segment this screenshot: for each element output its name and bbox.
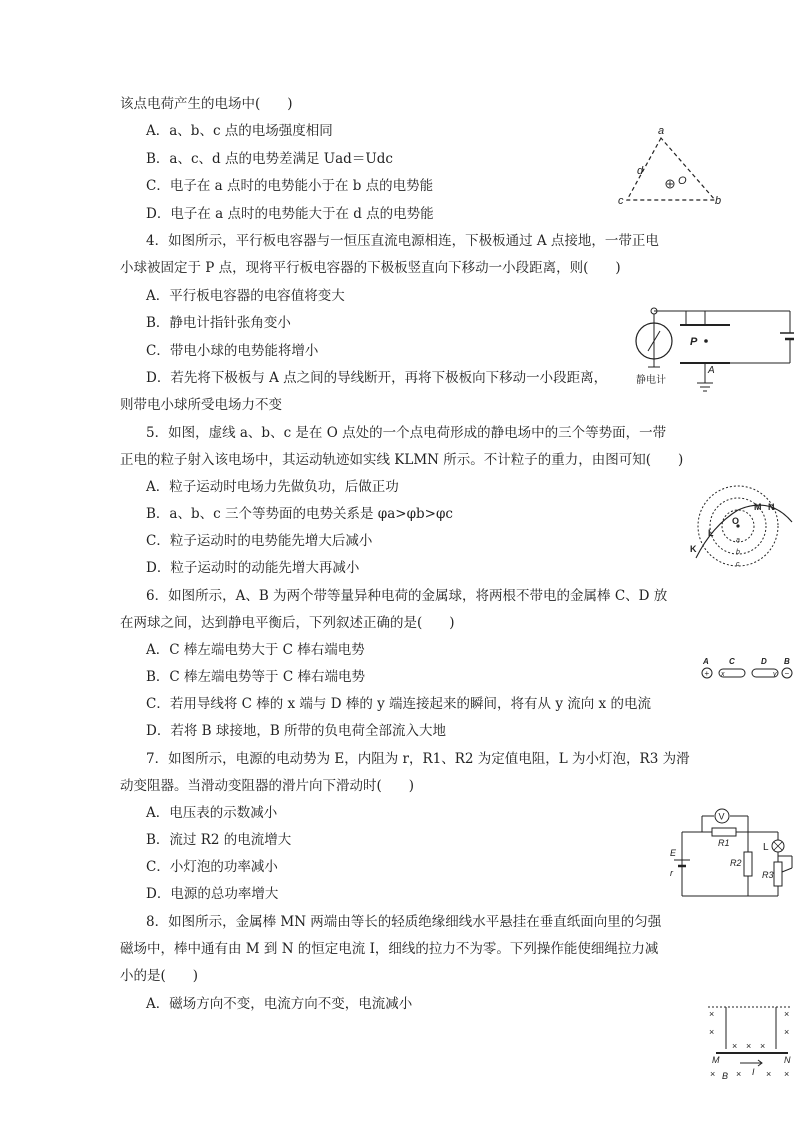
q4-option-d-cont: 则带电小球所受电场力不变 <box>120 397 282 413</box>
q8-option-a: A．磁场方向不变，电流方向不变，电流减小 <box>146 996 413 1012</box>
q6-stem-line1: 6．如图所示，A、B 为两个带等量异种电荷的金属球，将两根不带电的金属棒 C、D 放 <box>146 588 668 604</box>
label-b: B <box>722 1071 729 1081</box>
q5-option-c: C．粒子运动时的电势能先增大后减小 <box>146 533 373 549</box>
svg-text:×: × <box>760 1041 766 1051</box>
sign-minus: − <box>784 669 790 678</box>
q6-stem-line2: 在两球之间，达到静电平衡后，下列叙述正确的是( ) <box>120 615 455 631</box>
label-a: a <box>736 537 740 544</box>
q4-stem-line1: 4．如图所示，平行板电容器与一恒压直流电源相连，下极板通过 A 点接地，一带正电 <box>146 233 659 249</box>
label-c: c <box>618 195 624 207</box>
label-p: P <box>690 336 698 348</box>
q7-option-c: C．小灯泡的功率减小 <box>146 859 278 875</box>
label-b: b <box>715 195 722 207</box>
label-r2: R2 <box>730 858 742 868</box>
label-a: a <box>658 125 665 137</box>
q6-option-a: A．C 棒左端电势大于 C 棒右端电势 <box>146 642 365 658</box>
svg-text:×: × <box>746 1041 752 1051</box>
q8-stem-line1: 8．如图所示，金属棒 MN 两端由等长的轻质绝缘细线水平悬挂在垂直纸面向里的匀强 <box>146 914 662 930</box>
svg-text:×: × <box>732 1041 738 1051</box>
label-v: V <box>718 811 725 822</box>
sign-plus: + <box>704 669 710 678</box>
q4-capacitor-figure <box>630 303 794 398</box>
q8-stem-line3: 小的是( ) <box>120 968 199 984</box>
svg-text:×: × <box>736 1069 742 1079</box>
q3-option-d: D．电子在 a 点时的电势能大于在 d 点的电势能 <box>146 206 434 222</box>
svg-text:×: × <box>784 1027 790 1037</box>
q3-triangle-figure <box>614 124 734 208</box>
label-i: I <box>752 1067 755 1077</box>
q6-option-b: B．C 棒左端电势等于 C 棒右端电势 <box>146 669 365 685</box>
label-x: x <box>721 671 725 678</box>
resistor-r2 <box>744 852 752 876</box>
q7-stem-line1: 7．如图所示，电源的电动势为 E，内阻为 r，R1、R2 为定值电阻，L 为小灯泡，R3 为滑 <box>146 751 690 767</box>
label-m: M <box>754 502 762 512</box>
q6-option-d: D．若将 B 球接地，B 所带的负电荷全部流入大地 <box>146 723 447 739</box>
svg-text:×: × <box>784 1069 790 1079</box>
electrometer-label: 静电计 <box>636 375 666 386</box>
label-a: A <box>708 365 715 376</box>
label-e: E <box>670 848 677 858</box>
label-o: O <box>678 175 687 187</box>
slider-arrow <box>782 868 792 872</box>
label-d: d <box>637 165 644 177</box>
q3-option-c: C．电子在 a 点时的电势能小于在 b 点的电势能 <box>146 178 434 194</box>
q4-option-c: C．带电小球的电势能将增小 <box>146 343 319 359</box>
label-l: L <box>763 842 769 853</box>
label-n: N <box>784 1055 791 1065</box>
label-k: K <box>690 544 697 554</box>
label-r1: R1 <box>718 838 730 848</box>
q3-stem: 该点电荷产生的电场中( ) <box>120 96 293 112</box>
q4-option-b: B．静电计指针张角变小 <box>146 315 291 331</box>
q8-stem-line2: 磁场中，棒中通有由 M 到 N 的恒定电流 I，细线的拉力不为零。下列操作能使细绳拉力减 <box>120 941 659 957</box>
q5-stem-line2: 正电的粒子射入该电场中，其运动轨迹如实线 KLMN 所示。不计粒子的重力，由图可知( ) <box>120 452 684 468</box>
label-r3: R3 <box>762 870 774 880</box>
q4-option-d: D．若先将下极板与 A 点之间的导线断开，再将下极板向下移动一小段距离， <box>146 370 608 386</box>
label-b: b <box>736 549 740 556</box>
q3-option-b: B．a、c、d 点的电势差满足 Uad＝Udc <box>146 151 393 167</box>
svg-text:×: × <box>709 1027 715 1037</box>
q4-stem-line2: 小球被固定于 P 点，现将平行板电容器的下极板竖直向下移动一小段距离，则( ) <box>120 260 621 276</box>
resistor-r1 <box>712 828 736 836</box>
label-c: c <box>736 561 740 568</box>
label-b: B <box>784 657 790 666</box>
q8-magnetic-field-figure <box>706 1003 794 1089</box>
svg-text:×: × <box>784 1009 790 1019</box>
label-r: r <box>670 868 673 878</box>
q7-stem-line2: 动变阻器。当滑动变阻器的滑片向下滑动时( ) <box>120 778 415 794</box>
q5-option-d: D．粒子运动时的动能先增大再减小 <box>146 560 360 576</box>
svg-text:×: × <box>766 1069 772 1079</box>
q7-option-b: B．流过 R2 的电流增大 <box>146 832 292 848</box>
svg-text:×: × <box>709 1009 715 1019</box>
label-o: O <box>732 516 740 526</box>
label-n: N <box>768 502 775 512</box>
rheostat-r3 <box>774 862 782 886</box>
charged-ball <box>704 339 708 343</box>
svg-text:×: × <box>710 1069 716 1079</box>
q5-equipotential-figure <box>690 484 794 584</box>
q7-option-d: D．电源的总功率增大 <box>146 886 279 902</box>
label-a: A <box>703 657 709 666</box>
q6-rods-figure <box>700 656 794 682</box>
label-l: L <box>708 528 714 538</box>
label-y: y <box>773 671 777 678</box>
q5-option-a: A．粒子运动时电场力先做负功，后做正功 <box>146 479 399 495</box>
q7-option-a: A．电压表的示数减小 <box>146 805 278 821</box>
q6-option-c: C．若用导线将 C 棒的 x 端与 D 棒的 y 端连接起来的瞬间，将有从 y 流向 x 的电流 <box>146 696 651 712</box>
q5-stem-line1: 5．如图，虚线 a、b、c 是在 O 点处的一个点电荷形成的静电场中的三个等势面，一带 <box>146 425 667 441</box>
q3-option-a: A．a、b、c 点的电场强度相同 <box>146 123 333 139</box>
q7-circuit-figure <box>668 806 794 906</box>
q4-option-a: A．平行板电容器的电容值将变大 <box>146 288 345 304</box>
label-m: M <box>712 1055 720 1065</box>
q5-option-b: B．a、b、c 三个等势面的电势关系是 φa>φb>φc <box>146 506 453 522</box>
label-d: D <box>761 657 767 666</box>
label-c: C <box>729 657 735 666</box>
